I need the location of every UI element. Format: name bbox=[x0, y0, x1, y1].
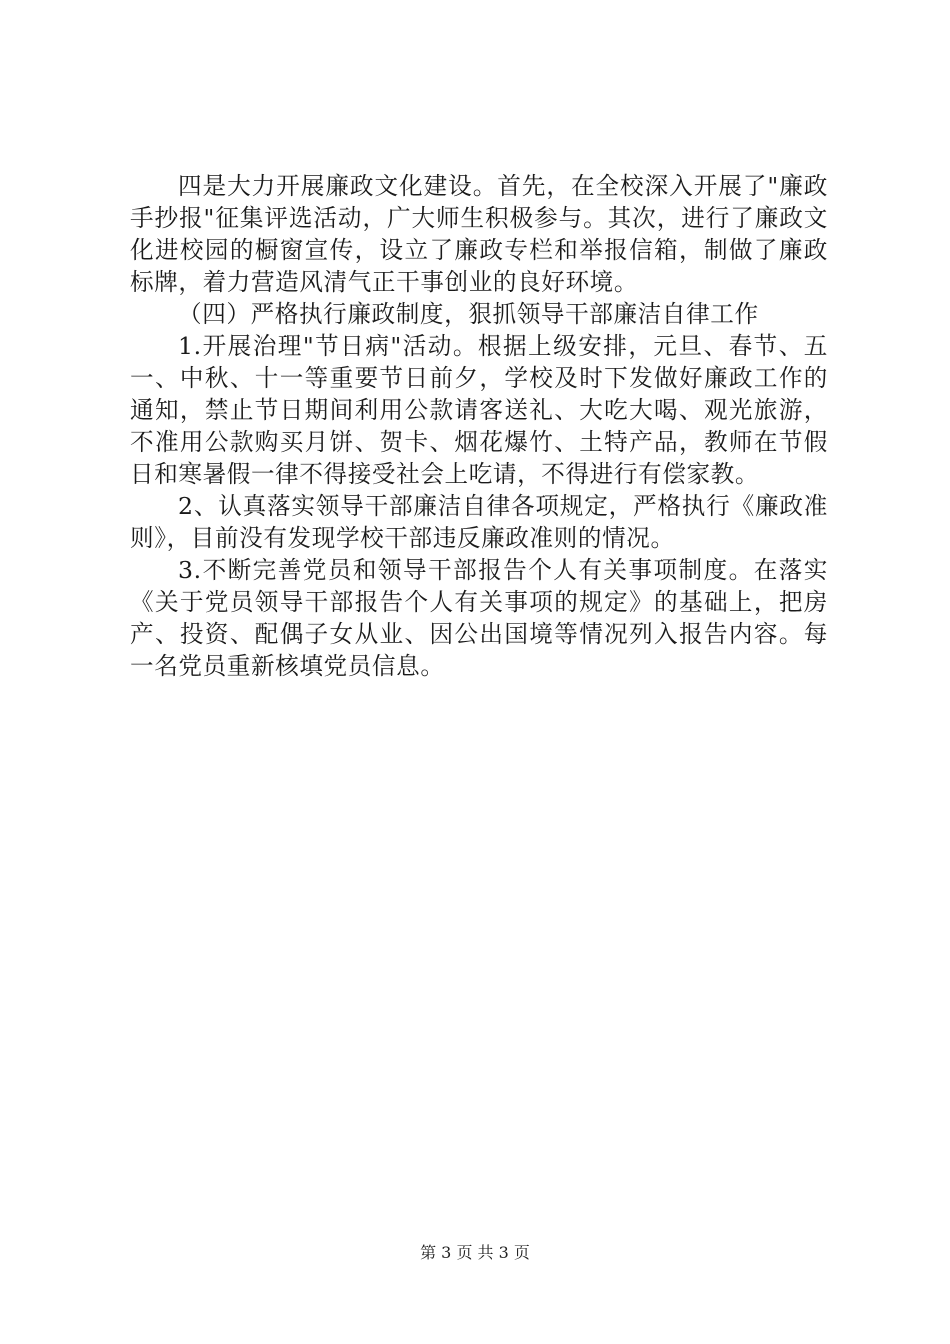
paragraph-holiday-rules: 1.开展治理"节日病"活动。根据上级安排，元旦、春节、五一、中秋、十一等重要节日前夕，学校及时下发做好廉政工作的通知，禁止节日期间利用公款请客送礼、大吃大喝、观光旅游，不准用公款购买月饼、贺卡、烟花爆竹、土特产品，教师在节假日和寒暑假一律不得接受社会上吃请，不得进行有偿家教。 bbox=[130, 332, 828, 488]
document-body bbox=[130, 170, 828, 682]
paragraph-self-discipline: 2、认真落实领导干部廉洁自律各项规定，严格执行《廉政准则》，目前没有发现学校干部违反廉政准则的情况。 bbox=[130, 492, 828, 552]
section-heading-four: （四）严格执行廉政制度，狠抓领导干部廉洁自律工作 bbox=[178, 300, 759, 328]
page-number-footer: 第 3 页 共 3 页 bbox=[420, 1243, 530, 1262]
paragraph-culture-building: 四是大力开展廉政文化建设。首先，在全校深入开展了"廉政手抄报"征集评选活动，广大师生积极参与。其次，进行了廉政文化进校园的橱窗宣传，设立了廉政专栏和举报信箱，制做了廉政标牌，着力营造风清气正干事创业的良好环境。 bbox=[130, 172, 828, 296]
paragraph-reporting-system: 3.不断完善党员和领导干部报告个人有关事项制度。在落实《关于党员领导干部报告个人有关事项的规定》的基础上，把房产、投资、配偶子女从业、因公出国境等情况列入报告内容。每一名党员重新核填党员信息。 bbox=[130, 556, 828, 680]
